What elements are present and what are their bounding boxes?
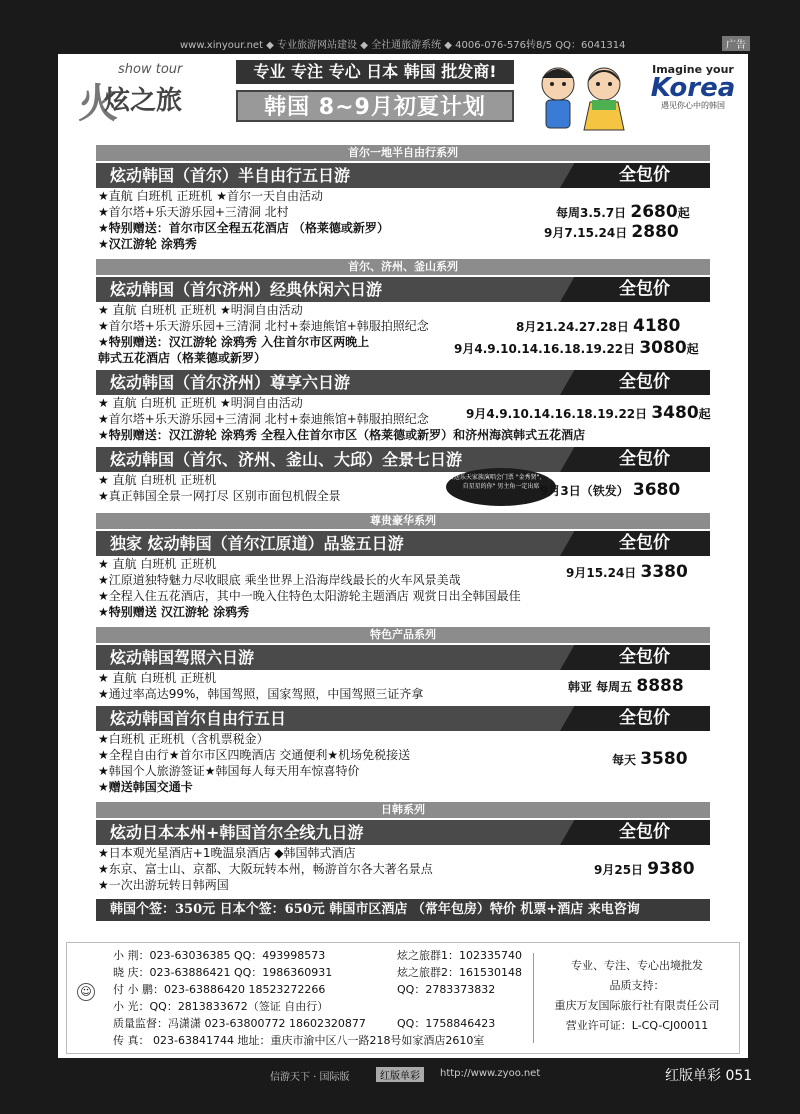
tour-title: 炫动韩国首尔自由行五日 全包价 — [96, 706, 710, 731]
korea-subtitle: 遇见你心中的韩国 — [661, 101, 725, 110]
korean-kids-illustration — [532, 60, 632, 132]
tour-title: 独家 炫动韩国（首尔江原道）品鉴五日游 全包价 — [96, 531, 710, 556]
price-line: 9月4.9.10.14.16.18.19.22日 3080起 — [454, 338, 699, 358]
price-line: 每周3.5.7日 2680起 — [556, 202, 690, 222]
group-line: QQ：1758846423 — [397, 1017, 496, 1030]
tour-details: ★ 直航 白班机 正班机 ★江原道独特魅力尽收眼底 乘坐世界上沿海岸线最长的火车风景美哉 ★全程入住五花酒店，其中一晚入住特色太阳游轮主题酒店 观赏日出全韩国最佳 ★特别赠送 汉江游轮 涂鸦秀 9月15.24日 3380 — [98, 557, 688, 619]
tour-title: 炫动韩国（首尔、济州、釜山、大邱）全景七日游 全包价 — [96, 447, 710, 472]
tour-title: 炫动韩国（首尔）半自由行五日游 全包价 — [96, 163, 710, 188]
contact-line: 付 小 鹏：023-63886420 18523272266 — [113, 983, 326, 996]
contact-line: 晓 庆：023-63886421 QQ：1986360931 — [113, 966, 333, 979]
price-line: 9月7.15.24日 2880 — [544, 222, 679, 242]
price-tag: 全包价 — [619, 165, 670, 185]
company-line: 品质支持： — [609, 979, 665, 992]
price-line: 每天 3580 — [612, 749, 688, 769]
contact-line: 传 真： 023-63841744 地址：重庆市渝中区八一路218号如家酒店2610室 — [113, 1034, 485, 1047]
page-number: 红版单彩 051 — [665, 1068, 753, 1084]
korea-logo: Korea — [650, 73, 736, 103]
tour-details: ★白班机 正班机（含机票税金） ★全程自由行★首尔市区四晚酒店 交通便利★机场免税接送 ★韩国个人旅游签证★韩国每人每天用车惊喜特价 ★赠送韩国交通卡 每天 3580 — [98, 732, 688, 794]
tour-title: 炫动日本本州+韩国首尔全线九日游 全包价 — [96, 820, 710, 845]
group-line: 炫之旅群2：161530148 — [397, 966, 522, 979]
contact-line: 质量监督：冯潇潇 023-63800772 18602320877 — [113, 1017, 366, 1030]
logo — [74, 62, 214, 127]
slogan: 专业 专注 专心 日本 韩国 批发商! — [236, 60, 514, 84]
tour-details: ★ 直航 白班机 正班机 ★通过率高达99%，韩国驾照，国家驾照，中国驾照三证齐拿 韩亚 每周五 8888 — [98, 671, 684, 701]
footer-brand: 信游天下 · 国际版 — [270, 1072, 350, 1083]
price-line: 韩亚 每周五 8888 — [568, 676, 684, 696]
top-info: www.xinyour.net ◆ 专业旅游网站建设 ◆ 全社通旅游系统 ◆ 4006-076-576转8/5 QQ：6041314 — [180, 40, 626, 51]
tour-details: ★ 直航 白班机 正班机 ★真正韩国全景一网打尽 区别市面包机假全景 赠送乐天家族演唱会门票 "金秀贤"、"来自星星的你" 男主角一定出席 9月3日（铁发） 3680 — [96, 472, 710, 510]
contact-line: 小 荆：023-63036385 QQ：493998573 — [113, 949, 326, 962]
group-line: 炫之旅群1：102335740 — [397, 949, 522, 962]
series-header: 首尔、济州、釜山系列 — [96, 259, 710, 275]
company-line: 营业许可证：L-CQ-CJ00011 — [565, 1019, 709, 1032]
series-header: 日韩系列 — [96, 802, 710, 818]
company-line: 专业、专注、专心出境批发 — [571, 959, 703, 972]
smiley-icon: ☺ — [77, 983, 95, 1001]
header — [58, 54, 748, 142]
tour-details: ★ 直航 白班机 正班机 ★明洞自由活动 ★首尔塔+乐天游乐园+三清洞 北村+泰迪熊馆+韩服拍照纪念 ★特别赠送：汉江游轮 涂鸦秀 全程入住首尔市区（格莱德或新罗）和济州海滨韩式五花酒店 9月4.9.10.14.16.18.19.22日 3480起 — [98, 396, 711, 442]
price-line: 8月21.24.27.28日 4180 — [516, 316, 681, 336]
top-bar — [0, 0, 800, 54]
tour-details: ★直航 白班机 正班机 ★首尔一天自由活动 ★首尔塔+乐天游乐园+三清洞 北村 ★特别赠送：首尔市区全程五花酒店 （格莱德或新罗） ★汉江游轮 涂鸦秀 每周3.5.7日 2680起 9月7.15.24日 2880 — [98, 189, 690, 251]
flyer-page — [58, 54, 748, 1058]
logo-english: show tour — [118, 62, 183, 77]
price-line: 9月3日（铁发） 3680 — [540, 480, 681, 500]
promo-bubble: 赠送乐天家族演唱会门票 "金秀贤"、"来自星星的你" 男主角一定出席 — [446, 468, 556, 506]
series-header: 尊贵豪华系列 — [96, 513, 710, 529]
tour-title: 炫动韩国（首尔济州）尊享六日游 全包价 — [96, 370, 710, 395]
tour-title: 炫动韩国驾照六日游 全包价 — [96, 645, 710, 670]
footer — [0, 1058, 800, 1114]
korea-tagline: Imagine your — [652, 63, 734, 76]
tour-details: ★ 直航 白班机 正班机 ★明洞自由活动 ★首尔塔+乐天游乐园+三清洞 北村+泰迪熊馆+韩服拍照纪念 ★特别赠送：汉江游轮 涂鸦秀 入住首尔市区两晚上 韩式五花酒店（格莱德或新罗） 8月21.24.27.28日 4180 9月4.9.10.14.16.18.19.22日 3080起 — [98, 303, 699, 365]
company-line: 重庆万友国际旅行社有限责任公司 — [554, 999, 720, 1012]
logo-chinese: 炫之旅 — [104, 86, 183, 116]
plan-title: 韩国 8~9月初夏计划 — [236, 90, 514, 122]
divider — [533, 953, 534, 1043]
ad-badge: 广告 — [722, 36, 750, 51]
tour-details: ★日本观光星酒店+1晚温泉酒店 ◆韩国韩式酒店 ★东京、富士山、京都、大阪玩转本州，畅游首尔各大著名景点 ★一次出游玩转日韩两国 9月25日 9380 — [98, 846, 695, 892]
contact-line: 小 光：QQ：2813833672（签证 自由行） — [113, 1000, 329, 1013]
tour-title: 炫动韩国（首尔济州）经典休闲六日游 全包价 — [96, 277, 710, 302]
contact-box — [66, 942, 740, 1054]
price-line: 9月15.24日 3380 — [566, 562, 688, 582]
price-line: 9月25日 9380 — [594, 859, 695, 879]
footer-badge: 红版单彩 — [376, 1067, 424, 1082]
series-header: 特色产品系列 — [96, 627, 710, 643]
series-header: 首尔一地半自由行系列 — [96, 145, 710, 161]
visa-strip: 韩国个签：350元 日本个签：650元 韩国市区酒店 （常年包房）特价 机票+酒店 来电咨询 — [96, 899, 710, 921]
group-line: QQ：2783373832 — [397, 983, 496, 996]
footer-url[interactable]: http://www.zyoo.net — [440, 1068, 541, 1079]
price-line: 9月4.9.10.14.16.18.19.22日 3480起 — [466, 403, 711, 423]
korea-brand — [643, 64, 743, 124]
logo-mark-icon: 火 — [78, 81, 118, 127]
